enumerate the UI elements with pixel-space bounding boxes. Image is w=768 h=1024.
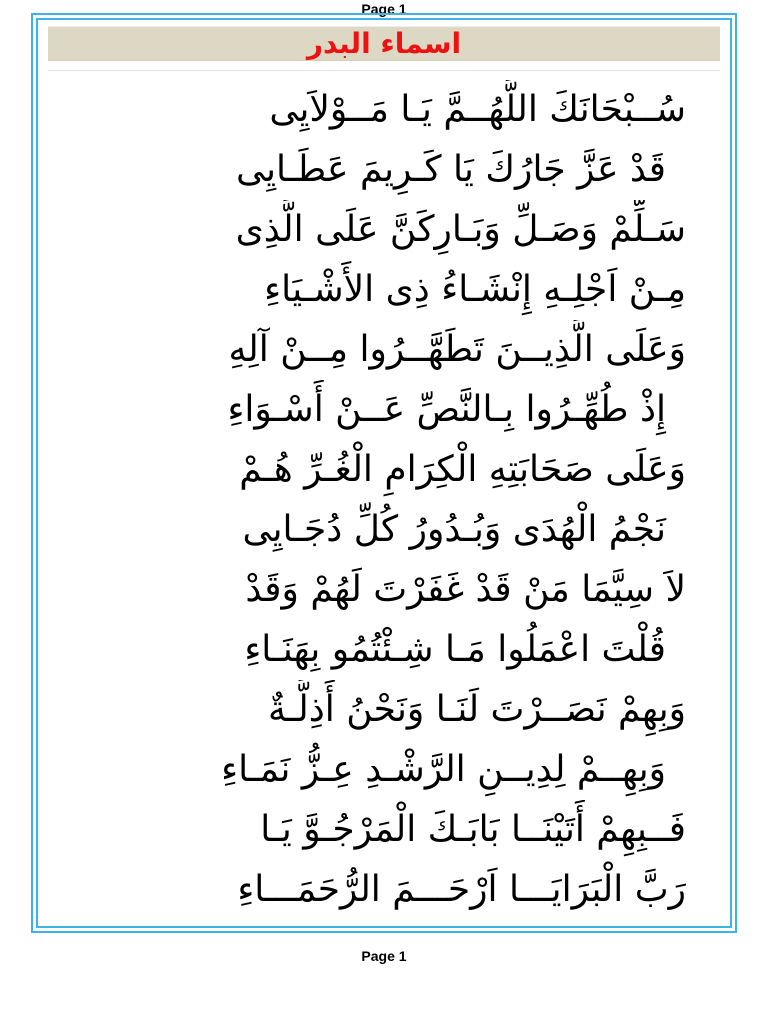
title-bar — [48, 26, 720, 61]
page-title: اسماء البدر — [306, 27, 462, 60]
poem-line: لاَ سِيَّمَا مَنْ قَدْ غَفَرْتَ لَهُمْ وَقَدْ — [245, 569, 686, 610]
title-divider — [48, 70, 720, 71]
poem-line: قَدْ عَزَّ جَارُكَ يَا كَـرِيمَ عَطَـايِى — [235, 149, 666, 190]
poem-line: سُــبْحَانَكَ اللَّهُــمَّ يَـا مَــوْلاَيِى — [269, 89, 686, 130]
page-frame-inner — [36, 18, 732, 928]
poem-line: فَــبِهِمْ أَتَيْنَــا بَابَـكَ الْمَرْجُـوَّ يَـا — [260, 809, 686, 850]
poem-line: مِـنْ اَجْلِـهِ إِنْشَـاءُ ذِى الأَشْـيَاءِ — [264, 269, 686, 310]
poem-line: سَـلِّمْ وَصَـلِّ وَبَـارِكَنَّ عَلَى الَّذِى — [235, 209, 686, 250]
page-header: Page 1 — [361, 1, 407, 17]
poem-line: وَعَلَى الَّذِيــنَ تَطَهَّــرُوا مِــنْ آلِهِ — [228, 329, 686, 370]
poem-line: وَبِهِــمْ لِدِيــنِ الرَّشْـدِ عِـزُّ نَمَـاءِ — [221, 749, 666, 790]
poem-line: وَبِهِمْ نَصَــرْتَ لَنَـا وَنَحْنُ أَذِلَّـةٌ — [267, 689, 686, 730]
page-frame — [31, 13, 737, 933]
poem-lines — [38, 80, 730, 920]
poem-line: إِذْ طُهِّـرُوا بِـالنَّصِّ عَــنْ أَسْـوَاءِ — [227, 389, 666, 430]
page-footer: Page 1 — [361, 948, 407, 964]
poem-line: رَبَّ الْبَرَايَـــا اَرْحَـــمَ الرُّحَمَـــاءِ — [237, 869, 686, 910]
poem-line: نَجْمُ الْهُدَى وَبُـدُورُ كُلِّ دُجَـايِى — [242, 509, 666, 550]
poem-line: قُلْتَ اعْمَلُوا مَـا شِـئْتُمُو بِهَنَـاءِ — [244, 629, 666, 670]
poem-line: وَعَلَى صَحَابَتِهِ الْكِرَامِ الْغُـرِّ هُـمْ — [239, 449, 686, 490]
